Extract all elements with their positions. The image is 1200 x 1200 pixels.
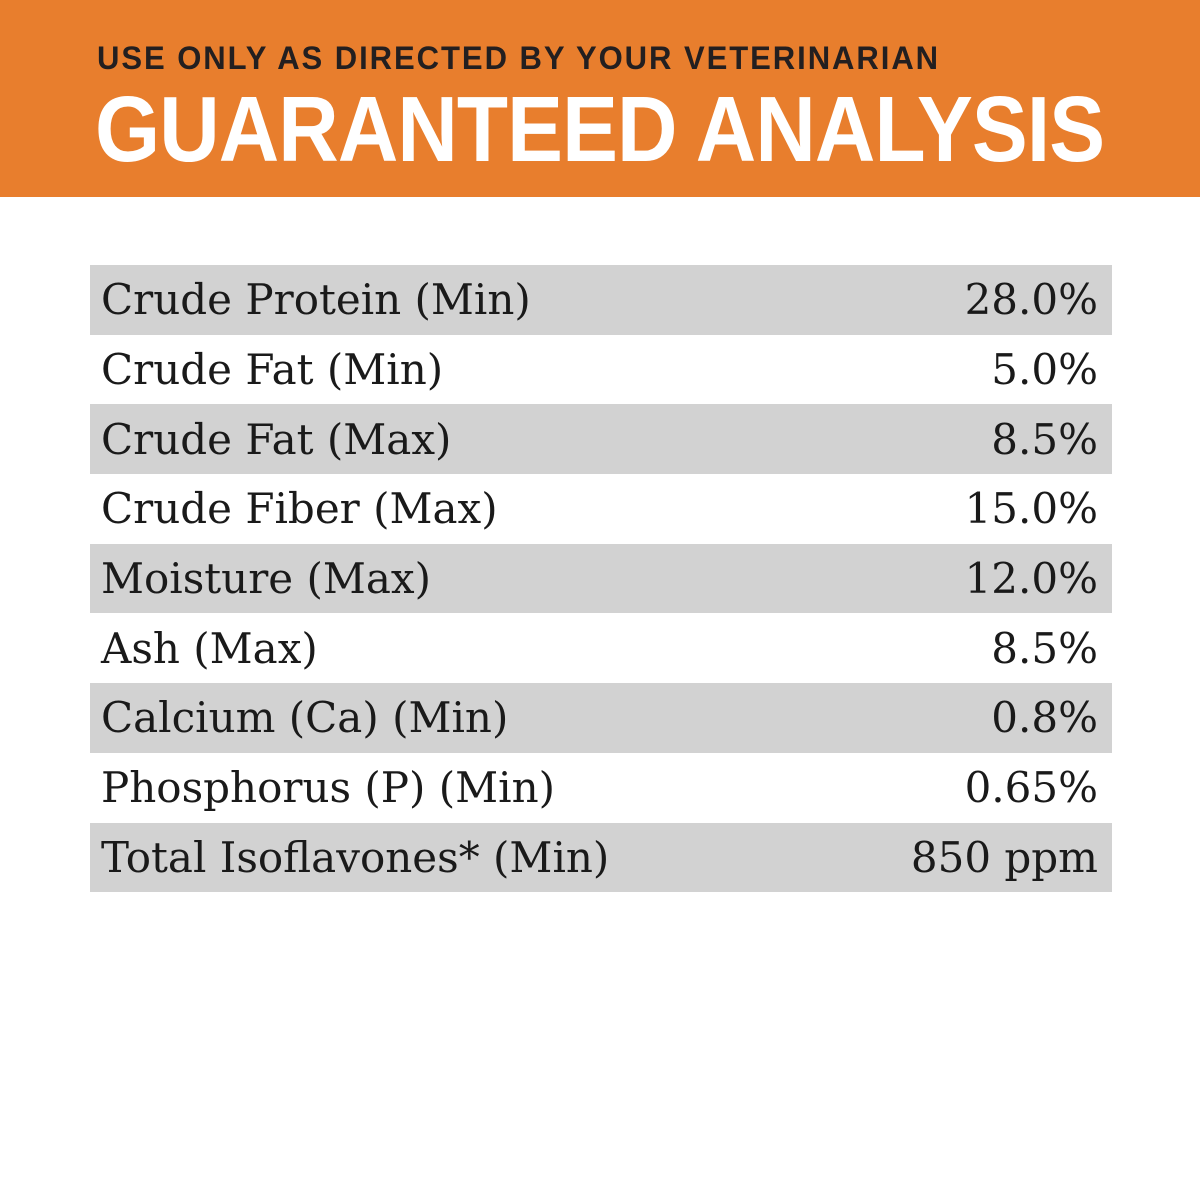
table-row [90,265,1112,335]
row-value: 15.0% [964,484,1098,534]
table-row [90,335,1112,405]
table-row [90,404,1112,474]
table-row [90,683,1112,753]
header-banner [0,0,1200,197]
row-label: Crude Fat (Min) [101,345,444,395]
row-label: Phosphorus (P) (Min) [101,763,556,813]
page-title: GUARANTEED ANALYSIS [95,77,1105,181]
row-value: 8.5% [991,623,1098,673]
row-label: Calcium (Ca) (Min) [101,693,509,743]
row-label: Moisture (Max) [101,554,431,604]
row-value: 8.5% [991,414,1098,464]
row-value: 0.65% [964,763,1098,813]
table-row [90,474,1112,544]
row-value: 5.0% [991,345,1098,395]
row-label: Ash (Max) [101,623,318,673]
row-value: 850 ppm [910,832,1098,882]
table-row [90,613,1112,683]
row-label: Crude Fat (Max) [101,414,452,464]
row-value: 12.0% [964,554,1098,604]
table-row [90,823,1112,893]
row-label: Crude Protein (Min) [101,275,531,325]
table-row [90,753,1112,823]
row-label: Crude Fiber (Max) [101,484,498,534]
row-label: Total Isoflavones* (Min) [101,832,610,882]
row-value: 0.8% [991,693,1098,743]
table-row [90,544,1112,614]
header-subtitle: USE ONLY AS DIRECTED BY YOUR VETERINARIAN [97,40,941,76]
analysis-table [90,265,1112,892]
row-value: 28.0% [964,275,1098,325]
